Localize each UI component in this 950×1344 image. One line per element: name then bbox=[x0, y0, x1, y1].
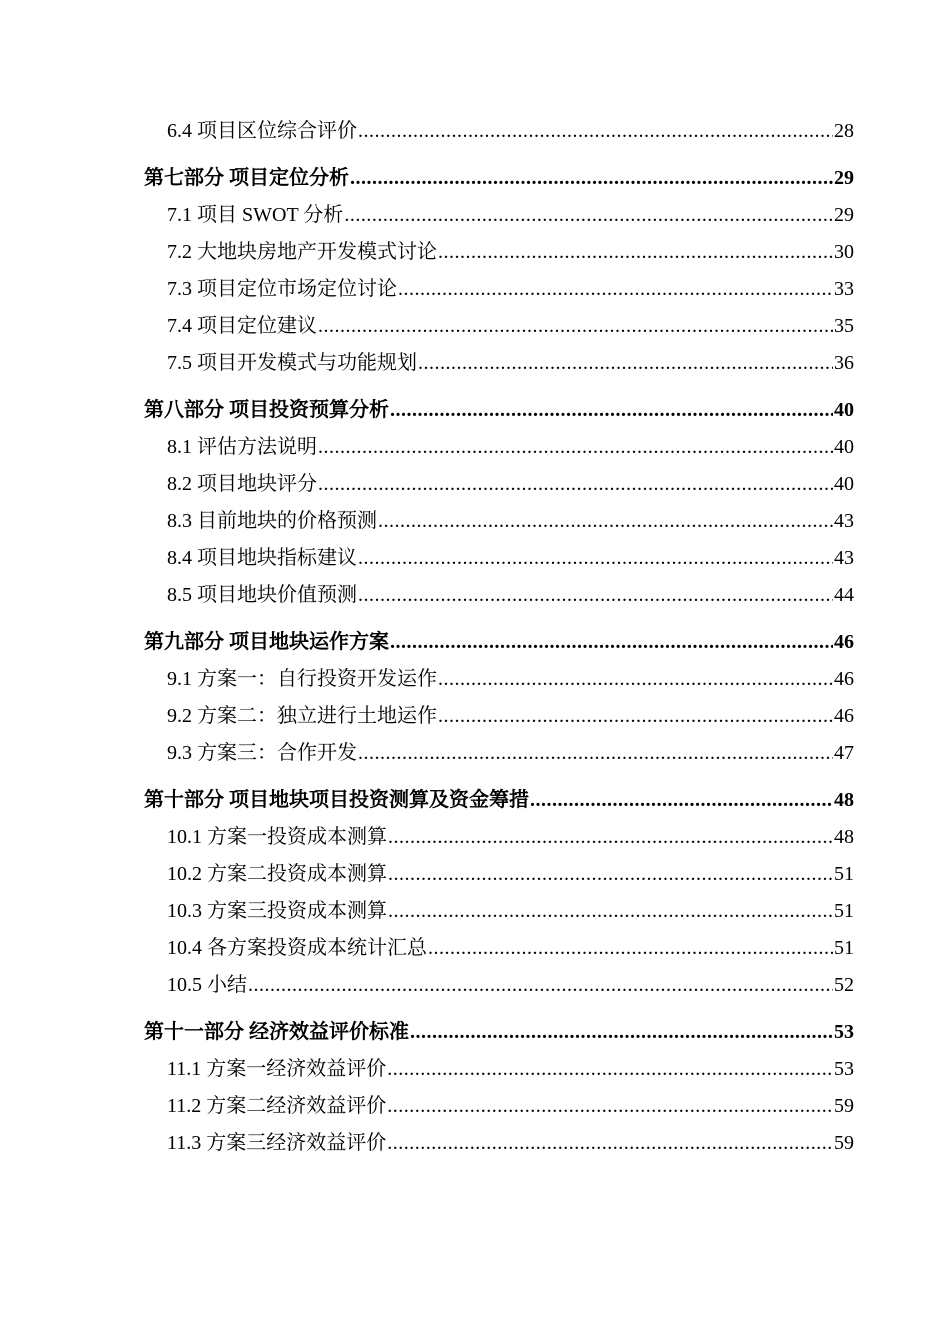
dot-leader bbox=[410, 1020, 833, 1044]
dot-leader bbox=[344, 203, 833, 227]
toc-part-heading[interactable] bbox=[144, 388, 854, 422]
toc-entry-title: 10.5 小结 bbox=[167, 974, 247, 996]
toc-entry[interactable] bbox=[144, 203, 854, 227]
toc-entry-title: 7.2 大地块房地产开发模式讨论 bbox=[167, 241, 437, 263]
toc-entry-page: 53 bbox=[834, 1021, 854, 1043]
toc-entry-page: 59 bbox=[834, 1095, 854, 1117]
dot-leader bbox=[358, 546, 833, 570]
toc-entry-page: 33 bbox=[834, 278, 854, 300]
toc-entry-page: 51 bbox=[834, 937, 854, 959]
toc-entry-title: 10.2 方案二投资成本测算 bbox=[167, 863, 387, 885]
toc-entry-page: 46 bbox=[834, 705, 854, 727]
dot-leader bbox=[358, 741, 833, 765]
dot-leader bbox=[388, 862, 833, 886]
toc-entry-page: 51 bbox=[834, 900, 854, 922]
toc-entry-page: 47 bbox=[834, 742, 854, 764]
toc-entry-title: 6.4 项目区位综合评价 bbox=[167, 120, 357, 142]
toc-entry-page: 52 bbox=[834, 974, 854, 996]
toc-entry-title: 11.1 方案一经济效益评价 bbox=[167, 1058, 387, 1080]
dot-leader bbox=[318, 435, 833, 459]
toc-entry[interactable] bbox=[144, 240, 854, 264]
dot-leader bbox=[428, 936, 833, 960]
toc-entry-page: 28 bbox=[834, 120, 854, 142]
toc-entry-title: 8.2 项目地块评分 bbox=[167, 473, 317, 495]
toc-entry[interactable] bbox=[144, 472, 854, 496]
dot-leader bbox=[398, 277, 833, 301]
toc-entry-title: 8.1 评估方法说明 bbox=[167, 436, 317, 458]
dot-leader bbox=[248, 973, 833, 997]
dot-leader bbox=[438, 240, 833, 264]
toc-entry-title: 7.4 项目定位建议 bbox=[167, 315, 317, 337]
toc-entry-title: 8.3 目前地块的价格预测 bbox=[167, 510, 377, 532]
dot-leader bbox=[530, 788, 833, 812]
toc-entry-page: 29 bbox=[834, 167, 854, 189]
toc-entry-title: 8.5 项目地块价值预测 bbox=[167, 584, 357, 606]
toc-entry-page: 46 bbox=[834, 631, 854, 653]
toc-entry-page: 43 bbox=[834, 547, 854, 569]
toc-entry[interactable] bbox=[144, 862, 854, 886]
toc-entry-title: 9.1 方案一：自行投资开发运作 bbox=[167, 668, 437, 690]
toc-entry-page: 46 bbox=[834, 668, 854, 690]
toc-entry-page: 48 bbox=[834, 826, 854, 848]
toc-part-heading[interactable] bbox=[144, 620, 854, 654]
toc-entry-title: 10.3 方案三投资成本测算 bbox=[167, 900, 387, 922]
toc-entry-page: 36 bbox=[834, 352, 854, 374]
toc-entry[interactable] bbox=[144, 741, 854, 765]
toc-entry-page: 35 bbox=[834, 315, 854, 337]
dot-leader bbox=[387, 1094, 833, 1118]
toc-entry-title: 第七部分 项目定位分析 bbox=[144, 167, 349, 189]
toc-entry[interactable] bbox=[144, 119, 854, 143]
toc-entry[interactable] bbox=[144, 509, 854, 533]
toc-part-heading[interactable] bbox=[144, 156, 854, 190]
toc-entry-title: 8.4 项目地块指标建议 bbox=[167, 547, 357, 569]
toc-entry-title: 第八部分 项目投资预算分析 bbox=[144, 399, 389, 421]
toc-entry[interactable] bbox=[144, 435, 854, 459]
toc-entry-page: 40 bbox=[834, 473, 854, 495]
toc-entry-title: 11.2 方案二经济效益评价 bbox=[167, 1095, 387, 1117]
toc-entry[interactable] bbox=[144, 1131, 854, 1155]
toc-entry[interactable] bbox=[144, 936, 854, 960]
dot-leader bbox=[387, 1131, 833, 1155]
dot-leader bbox=[358, 119, 833, 143]
dot-leader bbox=[318, 314, 833, 338]
toc-entry-title: 9.2 方案二：独立进行土地运作 bbox=[167, 705, 437, 727]
toc-entry-title: 9.3 方案三：合作开发 bbox=[167, 742, 357, 764]
dot-leader bbox=[318, 472, 833, 496]
toc-entry-page: 29 bbox=[834, 204, 854, 226]
toc-entry-title: 第十一部分 经济效益评价标准 bbox=[144, 1021, 409, 1043]
toc-part-heading[interactable] bbox=[144, 1010, 854, 1044]
toc-entry[interactable] bbox=[144, 546, 854, 570]
toc-entry-title: 7.5 项目开发模式与功能规划 bbox=[167, 352, 417, 374]
dot-leader bbox=[358, 583, 833, 607]
dot-leader bbox=[418, 351, 833, 375]
toc-entry[interactable] bbox=[144, 351, 854, 375]
toc-entry-page: 40 bbox=[834, 399, 854, 421]
dot-leader bbox=[390, 630, 833, 654]
toc-entry-title: 第十部分 项目地块项目投资测算及资金筹措 bbox=[144, 789, 529, 811]
toc-entry-page: 48 bbox=[834, 789, 854, 811]
toc-part-heading[interactable] bbox=[144, 778, 854, 812]
toc-entry-title: 10.4 各方案投资成本统计汇总 bbox=[167, 937, 427, 959]
toc-entry-title: 11.3 方案三经济效益评价 bbox=[167, 1132, 387, 1154]
table-of-contents bbox=[144, 119, 854, 1168]
toc-entry[interactable] bbox=[144, 1057, 854, 1081]
dot-leader bbox=[438, 667, 833, 691]
toc-entry[interactable] bbox=[144, 1094, 854, 1118]
toc-entry[interactable] bbox=[144, 973, 854, 997]
toc-entry-page: 59 bbox=[834, 1132, 854, 1154]
toc-entry[interactable] bbox=[144, 704, 854, 728]
toc-entry-page: 40 bbox=[834, 436, 854, 458]
toc-entry-title: 10.1 方案一投资成本测算 bbox=[167, 826, 387, 848]
dot-leader bbox=[388, 825, 833, 849]
toc-entry-page: 53 bbox=[834, 1058, 854, 1080]
dot-leader bbox=[390, 398, 833, 422]
toc-entry-title: 7.3 项目定位市场定位讨论 bbox=[167, 278, 397, 300]
dot-leader bbox=[350, 166, 833, 190]
toc-entry-page: 30 bbox=[834, 241, 854, 263]
toc-entry-title: 7.1 项目 SWOT 分析 bbox=[167, 204, 344, 226]
toc-entry-title: 第九部分 项目地块运作方案 bbox=[144, 631, 389, 653]
toc-entry[interactable] bbox=[144, 583, 854, 607]
dot-leader bbox=[387, 1057, 833, 1081]
dot-leader bbox=[438, 704, 833, 728]
toc-entry-page: 51 bbox=[834, 863, 854, 885]
toc-entry[interactable] bbox=[144, 899, 854, 923]
dot-leader bbox=[378, 509, 833, 533]
toc-entry-page: 44 bbox=[834, 584, 854, 606]
toc-entry[interactable] bbox=[144, 825, 854, 849]
toc-entry-page: 43 bbox=[834, 510, 854, 532]
dot-leader bbox=[388, 899, 833, 923]
toc-entry[interactable] bbox=[144, 314, 854, 338]
toc-entry[interactable] bbox=[144, 277, 854, 301]
toc-entry[interactable] bbox=[144, 667, 854, 691]
